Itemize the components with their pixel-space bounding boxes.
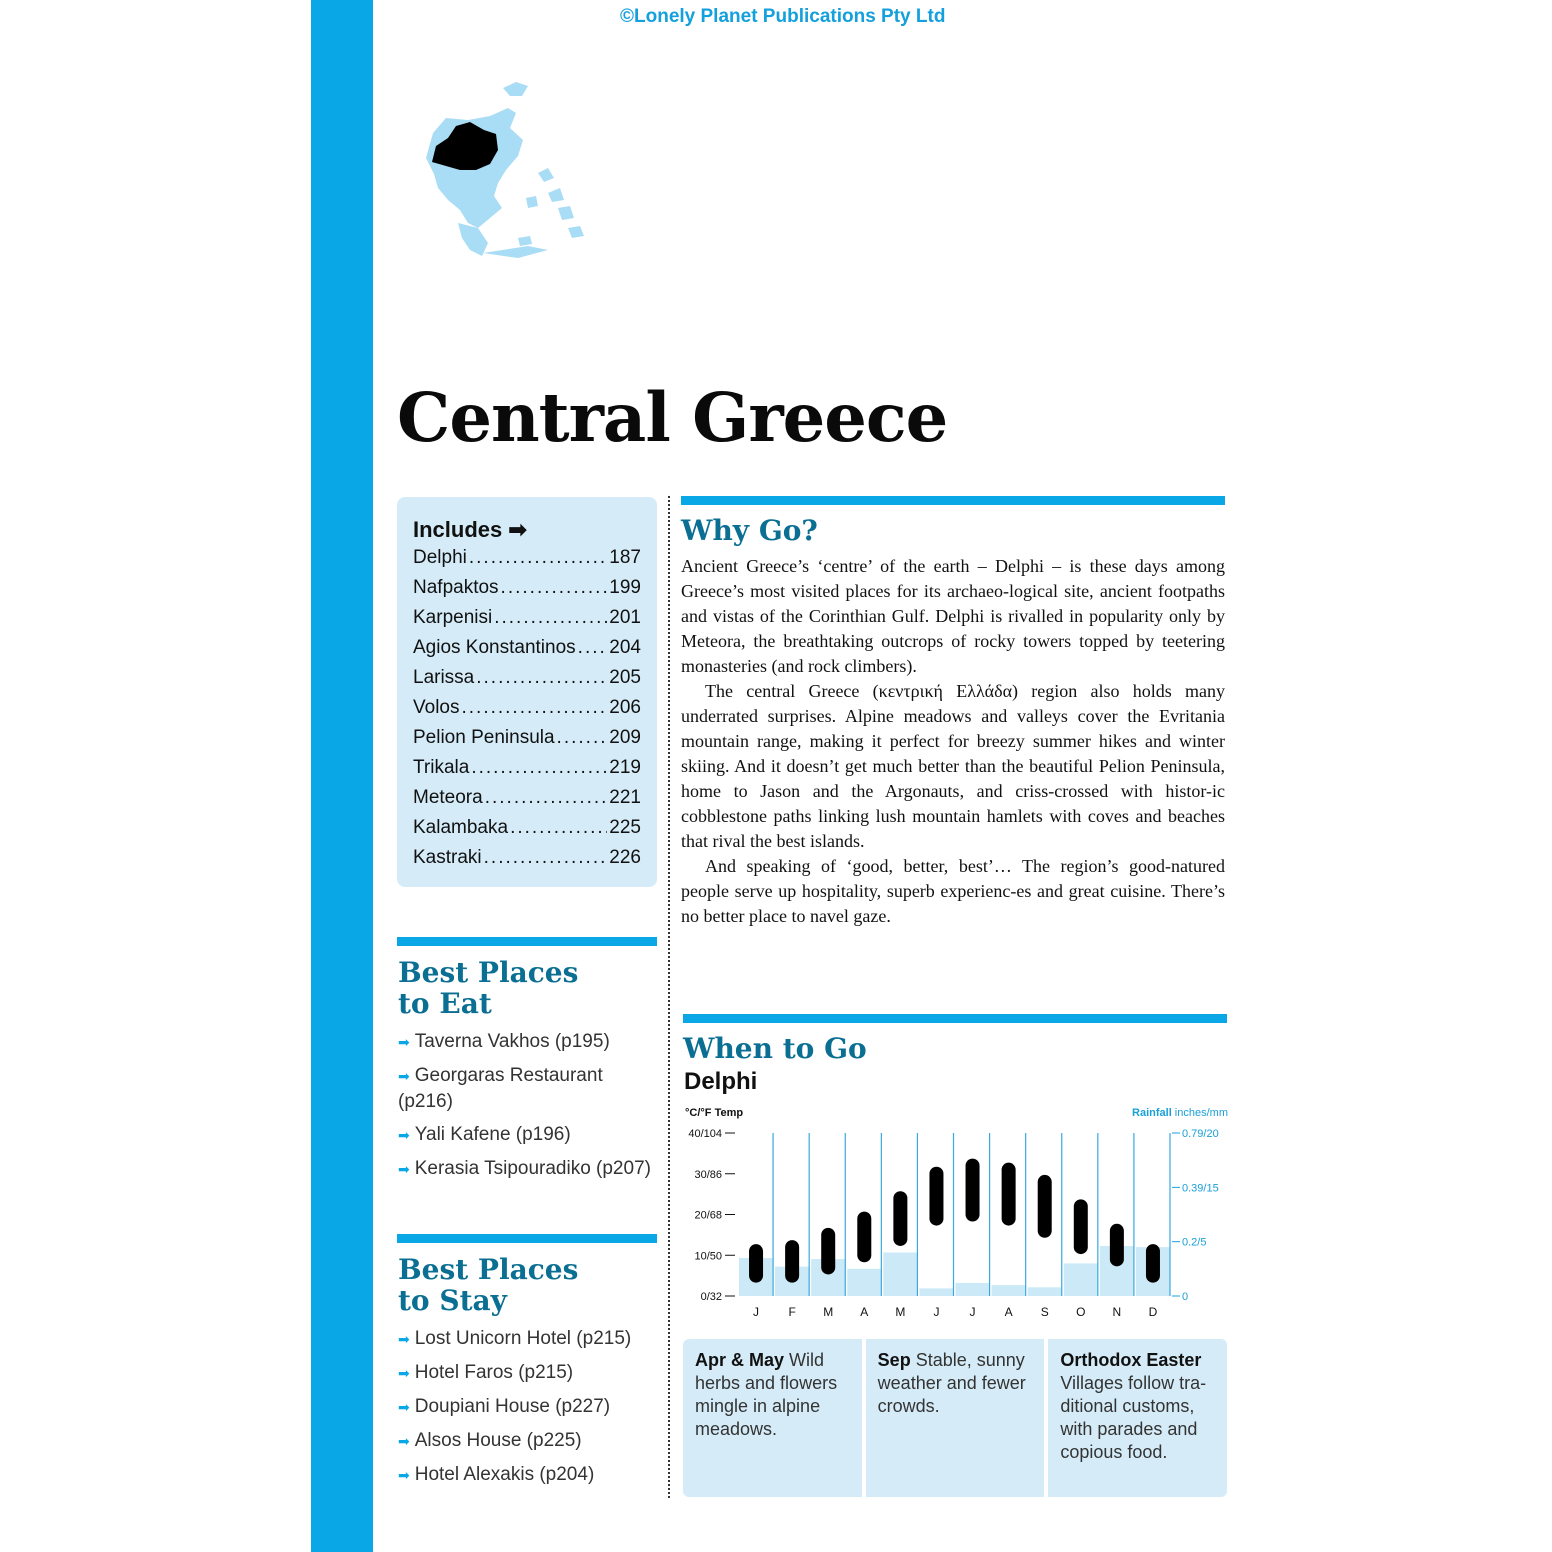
arrow-right-icon: ➡ <box>508 517 527 542</box>
rain-axis-label <box>1132 1107 1228 1119</box>
why-go-text <box>681 554 1225 929</box>
tip-box <box>1048 1339 1227 1497</box>
includes-item[interactable] <box>413 637 641 667</box>
includes-item-name: Karpenisi <box>413 607 493 628</box>
list-item[interactable] <box>398 1029 656 1055</box>
includes-item-name: Meteora <box>413 787 483 808</box>
month-label: D <box>1148 1305 1158 1319</box>
tip-box-text: Villages follow tra-ditional customs, with parades and copious food. <box>1060 1373 1207 1462</box>
includes-item[interactable] <box>413 847 641 877</box>
list-item[interactable] <box>398 1122 656 1148</box>
leader-dots <box>578 637 608 659</box>
includes-heading: Includes ➡ <box>413 517 527 542</box>
includes-item-page: 221 <box>609 787 641 808</box>
leader-dots <box>494 607 607 629</box>
arrow-right-icon: ➡ <box>398 1399 410 1415</box>
includes-item-page: 226 <box>609 847 641 868</box>
leader-dots <box>501 577 608 599</box>
includes-item[interactable] <box>413 787 641 817</box>
tip-box-title: Orthodox Easter <box>1060 1350 1202 1370</box>
temp-tick-label: 40/104 <box>688 1128 722 1140</box>
arrow-right-icon: ➡ <box>398 1433 410 1449</box>
when-to-go-heading: When to Go <box>683 1032 867 1065</box>
includes-item-name: Volos <box>413 697 460 718</box>
arrow-right-icon: ➡ <box>398 1331 410 1347</box>
temp-axis-label: °C/°F Temp <box>685 1107 744 1119</box>
month-label: M <box>823 1305 834 1319</box>
leader-dots <box>557 727 608 749</box>
month-label: A <box>860 1305 869 1319</box>
includes-item[interactable] <box>413 757 641 787</box>
includes-item[interactable] <box>413 727 641 757</box>
leader-dots <box>461 697 607 719</box>
list-item-text: Hotel Faros (p215) <box>414 1362 574 1383</box>
includes-item-name: Kastraki <box>413 847 482 868</box>
arrow-right-icon: ➡ <box>398 1068 410 1084</box>
rainfall-bar <box>919 1288 953 1296</box>
list-item[interactable] <box>398 1156 656 1182</box>
month-label: S <box>1040 1305 1049 1319</box>
month-label: O <box>1076 1305 1086 1319</box>
rainfall-bar <box>883 1253 917 1296</box>
month-label: J <box>969 1305 976 1319</box>
list-item[interactable] <box>398 1063 656 1114</box>
list-item-text: Lost Unicorn Hotel (p215) <box>414 1328 632 1349</box>
includes-item-name: Larissa <box>413 667 475 688</box>
includes-item-name: Delphi <box>413 547 467 568</box>
arrow-right-icon: ➡ <box>398 1467 410 1483</box>
rainfall-bar <box>992 1285 1026 1296</box>
tip-box-text: Wild herbs and flowers mingle in alpine meadows. <box>695 1350 838 1439</box>
leader-dots <box>510 817 607 839</box>
tip-box <box>683 1339 862 1497</box>
includes-item[interactable] <box>413 817 641 847</box>
list-item[interactable] <box>398 1462 656 1488</box>
rain-tick-label: 0 <box>1182 1291 1189 1303</box>
includes-item-page: 209 <box>609 727 641 748</box>
includes-item[interactable] <box>413 697 641 727</box>
best-stay-heading: Best Places to Stay <box>398 1253 579 1317</box>
includes-item[interactable] <box>413 607 641 637</box>
includes-item-page: 206 <box>609 697 641 718</box>
leader-dots <box>471 757 607 779</box>
rain-axis-label-units: inches/mm <box>1171 1107 1228 1119</box>
tip-box-title: Apr & May <box>695 1350 785 1370</box>
includes-item-page: 219 <box>609 757 641 778</box>
includes-item-page: 187 <box>609 547 641 568</box>
rainfall-bar <box>847 1269 881 1296</box>
copyright-notice: ©Lonely Planet Publications Pty Ltd <box>620 6 946 27</box>
section-rule <box>397 937 657 946</box>
includes-item-page: 204 <box>609 637 641 658</box>
tip-box <box>866 1339 1045 1497</box>
rain-tick-label: 0.2/5 <box>1182 1236 1207 1249</box>
includes-item[interactable] <box>413 667 641 697</box>
month-label: N <box>1112 1305 1122 1319</box>
why-go-paragraph: Ancient Greece’s ‘centre’ of the earth – Delphi – is these days among Greece’s most visited places for its archaeo-logical site, ancient footpaths and vistas of the Corinthian Gulf. Delphi is rivalled in popularity only by Meteora, the breathtaking outcrops of rocky towers topped by teetering monasteries (and rock climbers). <box>681 556 1225 676</box>
temp-tick-label: 30/86 <box>694 1168 722 1181</box>
includes-item-name: Kalambaka <box>413 817 509 838</box>
best-eat-heading: Best Places to Eat <box>398 956 579 1020</box>
rainfall-bar <box>956 1283 990 1296</box>
list-item[interactable] <box>398 1326 656 1352</box>
list-item-text: Taverna Vakhos (p195) <box>414 1031 610 1052</box>
leader-dots <box>469 547 607 569</box>
arrow-right-icon: ➡ <box>398 1034 410 1050</box>
list-item-text: Georgaras Restaurant (p216) <box>398 1065 603 1112</box>
section-rule <box>683 1014 1227 1023</box>
temp-tick-label: 0/32 <box>700 1291 722 1303</box>
includes-item-name: Pelion Peninsula <box>413 727 555 748</box>
includes-item[interactable] <box>413 577 641 607</box>
section-rule <box>681 496 1225 505</box>
includes-item-page: 201 <box>609 607 641 628</box>
rainfall-bar <box>1028 1287 1062 1296</box>
leader-dots <box>476 667 607 689</box>
rain-tick-label: 0.39/15 <box>1182 1182 1219 1195</box>
tip-box-title: Sep <box>877 1350 911 1370</box>
best-stay-list <box>398 1326 656 1496</box>
list-item[interactable] <box>398 1360 656 1386</box>
tip-box-text: Stable, sunny weather and fewer crowds. <box>877 1350 1026 1416</box>
list-item-text: Hotel Alexakis (p204) <box>414 1464 595 1485</box>
why-go-heading: Why Go? <box>681 514 818 547</box>
list-item[interactable] <box>398 1428 656 1454</box>
list-item[interactable] <box>398 1394 656 1420</box>
temp-tick-label: 20/68 <box>694 1209 722 1222</box>
arrow-right-icon: ➡ <box>398 1365 410 1381</box>
list-item-text: Alsos House (p225) <box>414 1430 582 1451</box>
includes-item-page: 199 <box>609 577 641 598</box>
month-label: J <box>753 1305 760 1319</box>
city-label: Delphi <box>684 1068 758 1095</box>
column-divider <box>668 496 670 1498</box>
why-go-paragraph: The central Greece (κεντρική Ελλάδα) region also holds many underrated surprises. Alpine meadows and valleys cover the Evritania mountain range, making it perfect for breezy summer hikes and winter skiing. And it doesn’t get much better than the beautiful Pelion Peninsula, home to Jason and the Argonauts, and criss-crossed with histor-ic cobblestone paths linking lush mountain hamlets with coves and beaches that rival the best islands. <box>681 681 1225 851</box>
includes-box <box>397 497 657 887</box>
includes-item-name: Agios Konstantinos <box>413 637 576 658</box>
month-label: A <box>1004 1305 1013 1319</box>
rain-tick-label: 0.79/20 <box>1182 1128 1219 1140</box>
leader-dots <box>484 847 608 869</box>
rainfall-bar <box>1064 1263 1098 1296</box>
arrow-right-icon: ➡ <box>398 1161 410 1177</box>
when-to-go-boxes <box>683 1339 1227 1497</box>
month-label: F <box>788 1305 796 1319</box>
leader-dots <box>485 787 608 809</box>
includes-list <box>413 547 641 877</box>
why-go-paragraph: And speaking of ‘good, better, best’… The region’s good-natured people serve up hospitality, superb experienc-es and great cuisine. There’s no better place to navel gaze. <box>681 856 1225 926</box>
list-item-text: Kerasia Tsipouradiko (p207) <box>414 1158 651 1179</box>
side-color-band <box>311 0 373 1552</box>
best-eat-list <box>398 1029 656 1190</box>
section-rule <box>397 1234 657 1243</box>
page-title: Central Greece <box>397 378 948 457</box>
includes-item-name: Nafpaktos <box>413 577 499 598</box>
includes-item[interactable] <box>413 547 641 577</box>
rain-axis-label-bold: Rainfall <box>1132 1107 1172 1119</box>
temp-tick-label: 10/50 <box>694 1250 722 1263</box>
month-label: M <box>895 1305 906 1319</box>
month-label: J <box>933 1305 940 1319</box>
climate-chart <box>680 1100 1230 1330</box>
list-item-text: Yali Kafene (p196) <box>414 1124 571 1145</box>
includes-item-name: Trikala <box>413 757 470 778</box>
list-item-text: Doupiani House (p227) <box>414 1396 611 1417</box>
includes-item-page: 205 <box>609 667 641 688</box>
greece-locator-map <box>398 78 588 263</box>
includes-item-page: 225 <box>609 817 641 838</box>
arrow-right-icon: ➡ <box>398 1127 410 1143</box>
